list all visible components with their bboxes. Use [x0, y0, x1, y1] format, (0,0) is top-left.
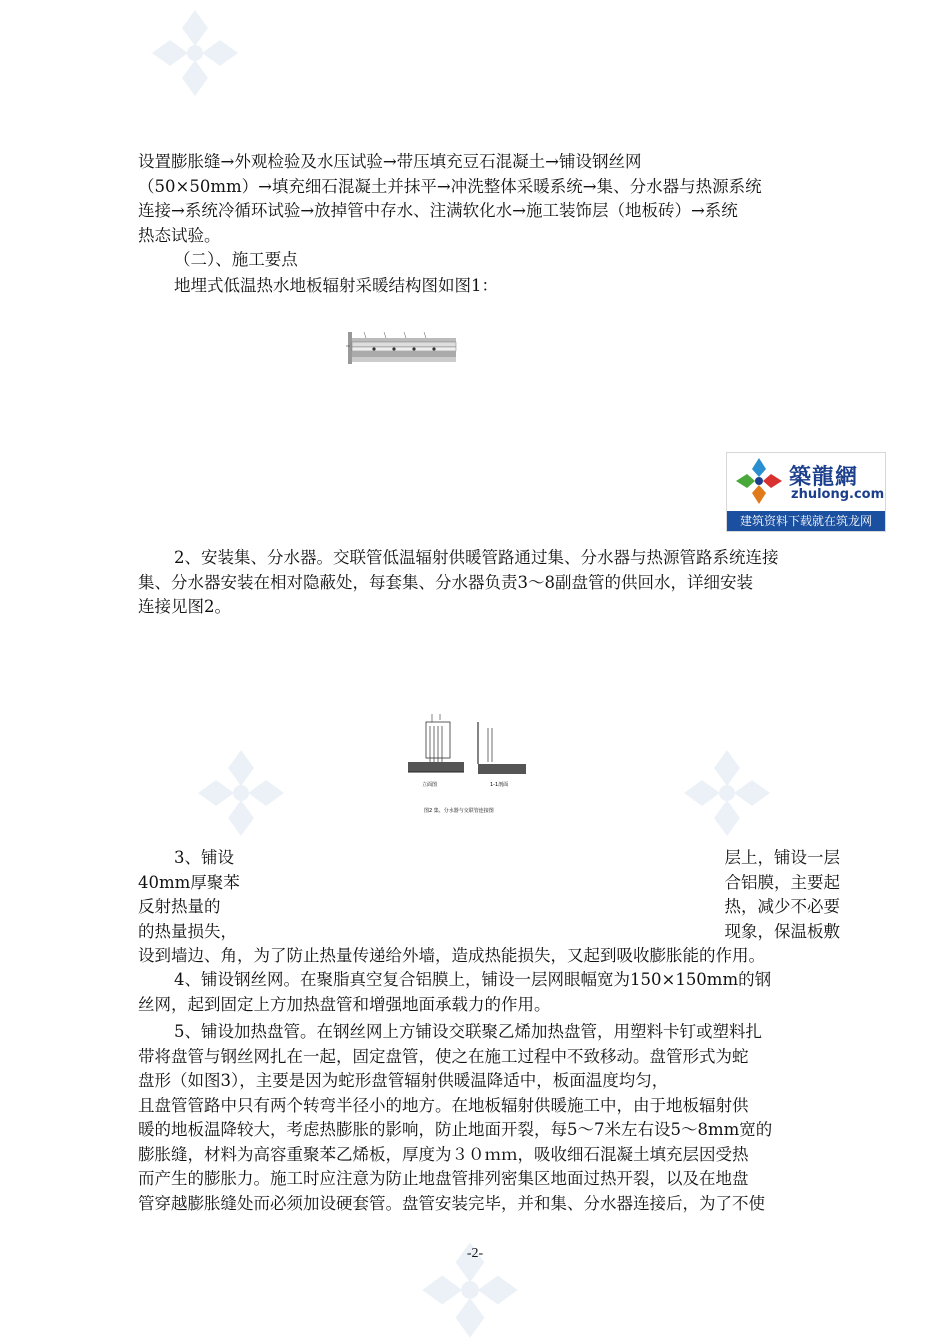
text-line: 暖的地板温降较大，考虑热膨胀的影响，防止地面开裂，每5～7米左右设5～8mm宽的 — [138, 1120, 773, 1139]
logo-domain: zhulong.com — [791, 487, 885, 502]
text-line: 集、分水器安装在相对隐蔽处，每套集、分水器负责3～8副盘管的供回水，详细安装 — [138, 572, 753, 592]
text-line: 且盘管管路中只有两个转弯半径小的地方。在地板辐射供暖施工中，由于地板辐射供 — [138, 1095, 749, 1115]
text-line: 带将盘管与钢丝网扎在一起，固定盘管，使之在施工过程中不致移动。盘管形式为蛇 — [138, 1046, 749, 1066]
text-line: 合铝膜，主要起 — [724, 872, 840, 892]
text-line: 膨胀缝，材料为高容重聚苯乙烯板，厚度为３０ｍｍ，吸收细石混凝土填充层因受热 — [138, 1144, 749, 1164]
text-line: 热，减少不必要 — [724, 897, 840, 916]
manifold-install-paragraph — [138, 546, 838, 620]
logo-slogan: 建筑资料下载就在筑龙网 — [727, 511, 885, 531]
text-line: 现象，保温板敷 — [724, 921, 840, 941]
heating-coil-paragraph — [138, 1020, 838, 1216]
text-line: 3、铺设 — [174, 848, 234, 867]
steel-mesh-paragraph — [138, 968, 838, 1017]
snowflake-logo-icon — [735, 457, 783, 505]
zhulong-logo — [726, 452, 886, 532]
section-heading: （二）、施工要点 — [174, 250, 298, 269]
text-line: 管穿越膨胀缝处而必须加设硬套管。盘管安装完毕，并和集、分水器连接后，为了不使 — [138, 1193, 765, 1213]
page-number: -2- — [466, 1246, 484, 1261]
text-line: 40mm厚聚苯 — [138, 872, 240, 892]
watermark-snowflake-icon — [150, 8, 240, 98]
text-line: 热态试验。 — [138, 225, 221, 245]
text-line: 连接→系统冷循环试验→放掉管中存水、注满软化水→施工装饰层（地板砖）→系统 — [138, 201, 738, 220]
text-line: 而产生的膨胀力。施工时应注意为防止地盘管排列密集区地面过热开裂，以及在地盘 — [138, 1169, 749, 1188]
insulation-paragraph-right-fragments — [700, 846, 840, 944]
figure2-right-label: 1-1剖面 — [490, 782, 509, 788]
text-line: 盘形（如图3），主要是因为蛇形盘管辐射供暖温降适中，板面温度均匀， — [138, 1071, 669, 1090]
text-line: 5、铺设加热盘管。在钢丝网上方铺设交联聚乙烯加热盘管，用塑料卡钉或塑料扎 — [174, 1022, 762, 1041]
text-line: 2、安装集、分水器。交联管低温辐射供暖管路通过集、分水器与热源管路系统连接 — [174, 548, 779, 567]
text-line: 设到墙边、角，为了防止热量传递给外墙，造成热能损失，又起到吸收膨胀能的作用。 — [138, 946, 765, 965]
process-flow-paragraph — [138, 150, 838, 248]
watermark-snowflake-icon — [682, 748, 772, 838]
text-line: （50×50mm）→填充细石混凝土并抹平→冲洗整体采暖系统→集、分水器与热源系统 — [138, 176, 762, 196]
watermark-snowflake-icon — [196, 748, 286, 838]
figure2-left-label: 立面图 — [422, 782, 438, 788]
text-line: 丝网，起到固定上方加热盘管和增强地面承载力的作用。 — [138, 994, 551, 1014]
manifold-connection-diagram — [404, 712, 528, 818]
text-line: 4、铺设钢丝网。在聚脂真空复合铝膜上，铺设一层网眼幅宽为150×150mm的钢 — [174, 970, 772, 989]
text-line: 层上，铺设一层 — [724, 848, 840, 867]
figure2-caption: 图2 集、分水器与交联管连接图 — [424, 808, 494, 814]
text-line: 反射热量的 — [138, 897, 221, 916]
text-line: 设置膨胀缝→外观检验及水压试验→带压填充豆石混凝土→铺设钢丝网 — [138, 152, 642, 171]
floor-structure-diagram — [344, 328, 462, 366]
logo-chinese-name: 築龍網 — [789, 465, 859, 490]
text-line: 连接见图2。 — [138, 597, 231, 616]
text-line: 的热量损失， — [138, 921, 237, 941]
figure1-intro-text: 地埋式低温热水地板辐射采暖结构图如图1： — [174, 276, 498, 295]
